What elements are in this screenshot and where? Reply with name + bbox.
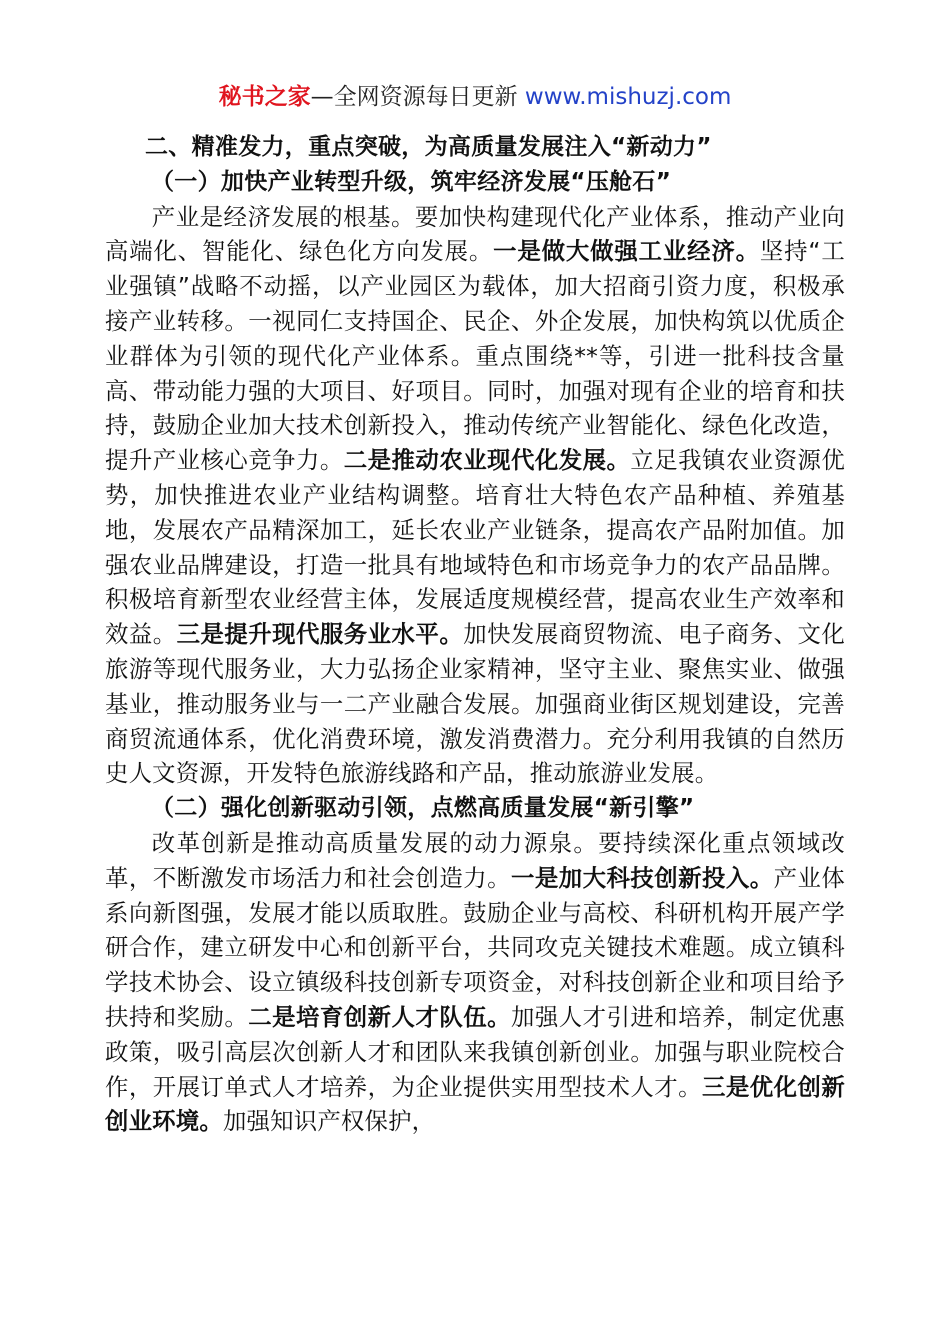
site-header (0, 80, 950, 114)
paragraph-innovation (105, 826, 845, 1139)
brand-name: 秘书之家 (218, 84, 311, 110)
subsection-heading-1: （一）加快产业转型升级，筑牢经济发展“压舱石” (151, 168, 672, 195)
site-url-link[interactable]: www.mishuzj.com (524, 84, 732, 110)
header-tagline: —全网资源每日更新 (310, 84, 525, 110)
paragraph-text: 产业是经济发展的根基。要加快构建现代化产业体系，推动产业向高端化、智能化、绿色化方向发展。 (105, 202, 845, 266)
paragraph-text: 立足我镇农业资源优势，加快推进农业产业结构调整。培育壮大特色农产品种植、养殖基地，发展农产品精深加工，延长农业产业链条，提高农产品附加值。加强农业品牌建设，打造一批具有地域特色和市场竞争力的农产品品牌。积极培育新型农业经营主体，发展适度规模经营，提高农业生产效率和效益。 (105, 446, 845, 649)
paragraph-text: 坚持“工业强镇”战略不动摇，以产业园区为载体，加大招商引资力度，积极承接产业转移。一视同仁支持国企、民企、外企发展，加快构筑以优质企业群体为引领的现代化产业体系。重点围绕**等，引进一批科技含量高、带动能力强的大项目、好项目。同时，加强对现有企业的培育和扶持，鼓励企业加大技术创新投入，推动传统产业智能化、绿色化改造，提升产业核心竞争力。 (105, 237, 845, 475)
bold-key-point: 一是加大科技创新投入。 (510, 863, 774, 892)
paragraph-text: 加强知识产权保护， (222, 1107, 436, 1136)
paragraph-industry (105, 200, 845, 792)
subsection-heading-2: （二）强化创新驱动引领，点燃高质量发展“新引擎” (151, 795, 695, 822)
paragraph-text: 改革创新是推动高质量发展的动力源泉。要持续深化重点领域改革，不断激发市场活力和社会创造力。 (105, 828, 845, 892)
paragraph-text: 产业体系向新图强，发展才能以质取胜。鼓励企业与高校、科研机构开展产学研合作，建立研发中心和创新平台，共同攻克关键技术难题。成立镇科学技术协会、设立镇级科技创新专项资金，对科技创新企业和项目给予扶持和奖励。 (105, 863, 845, 1031)
document-body (105, 130, 845, 1139)
bold-key-point: 二是培育创新人才队伍。 (248, 1002, 511, 1031)
bold-key-point: 三是优化创新创业环境。 (105, 1072, 846, 1136)
paragraph-text: 加快发展商贸物流、电子商务、文化旅游等现代服务业，大力弘扬企业家精神，坚守主业、聚焦实业、做强基业，推动服务业与一二产业融合发展。加强商业街区规划建设，完善商贸流通体系，优化消费环境，激发消费潜力。充分利用我镇的自然历史人文资源，开发特色旅游线路和产品，推动旅游业发展。 (105, 620, 845, 788)
bold-key-point: 二是推动农业现代化发展。 (343, 446, 631, 475)
bold-key-point: 一是做大做强工业经济。 (493, 237, 760, 266)
paragraph-text: 加强人才引进和培养，制定优惠政策，吸引高层次创新人才和团队来我镇创新创业。加强与职业院校合作，开展订单式人才培养，为企业提供实用型技术人才。 (105, 1002, 845, 1101)
bold-key-point: 三是提升现代服务业水平。 (176, 620, 464, 649)
section-heading: 二、精准发力，重点突破，为高质量发展注入“新动力” (145, 134, 712, 160)
